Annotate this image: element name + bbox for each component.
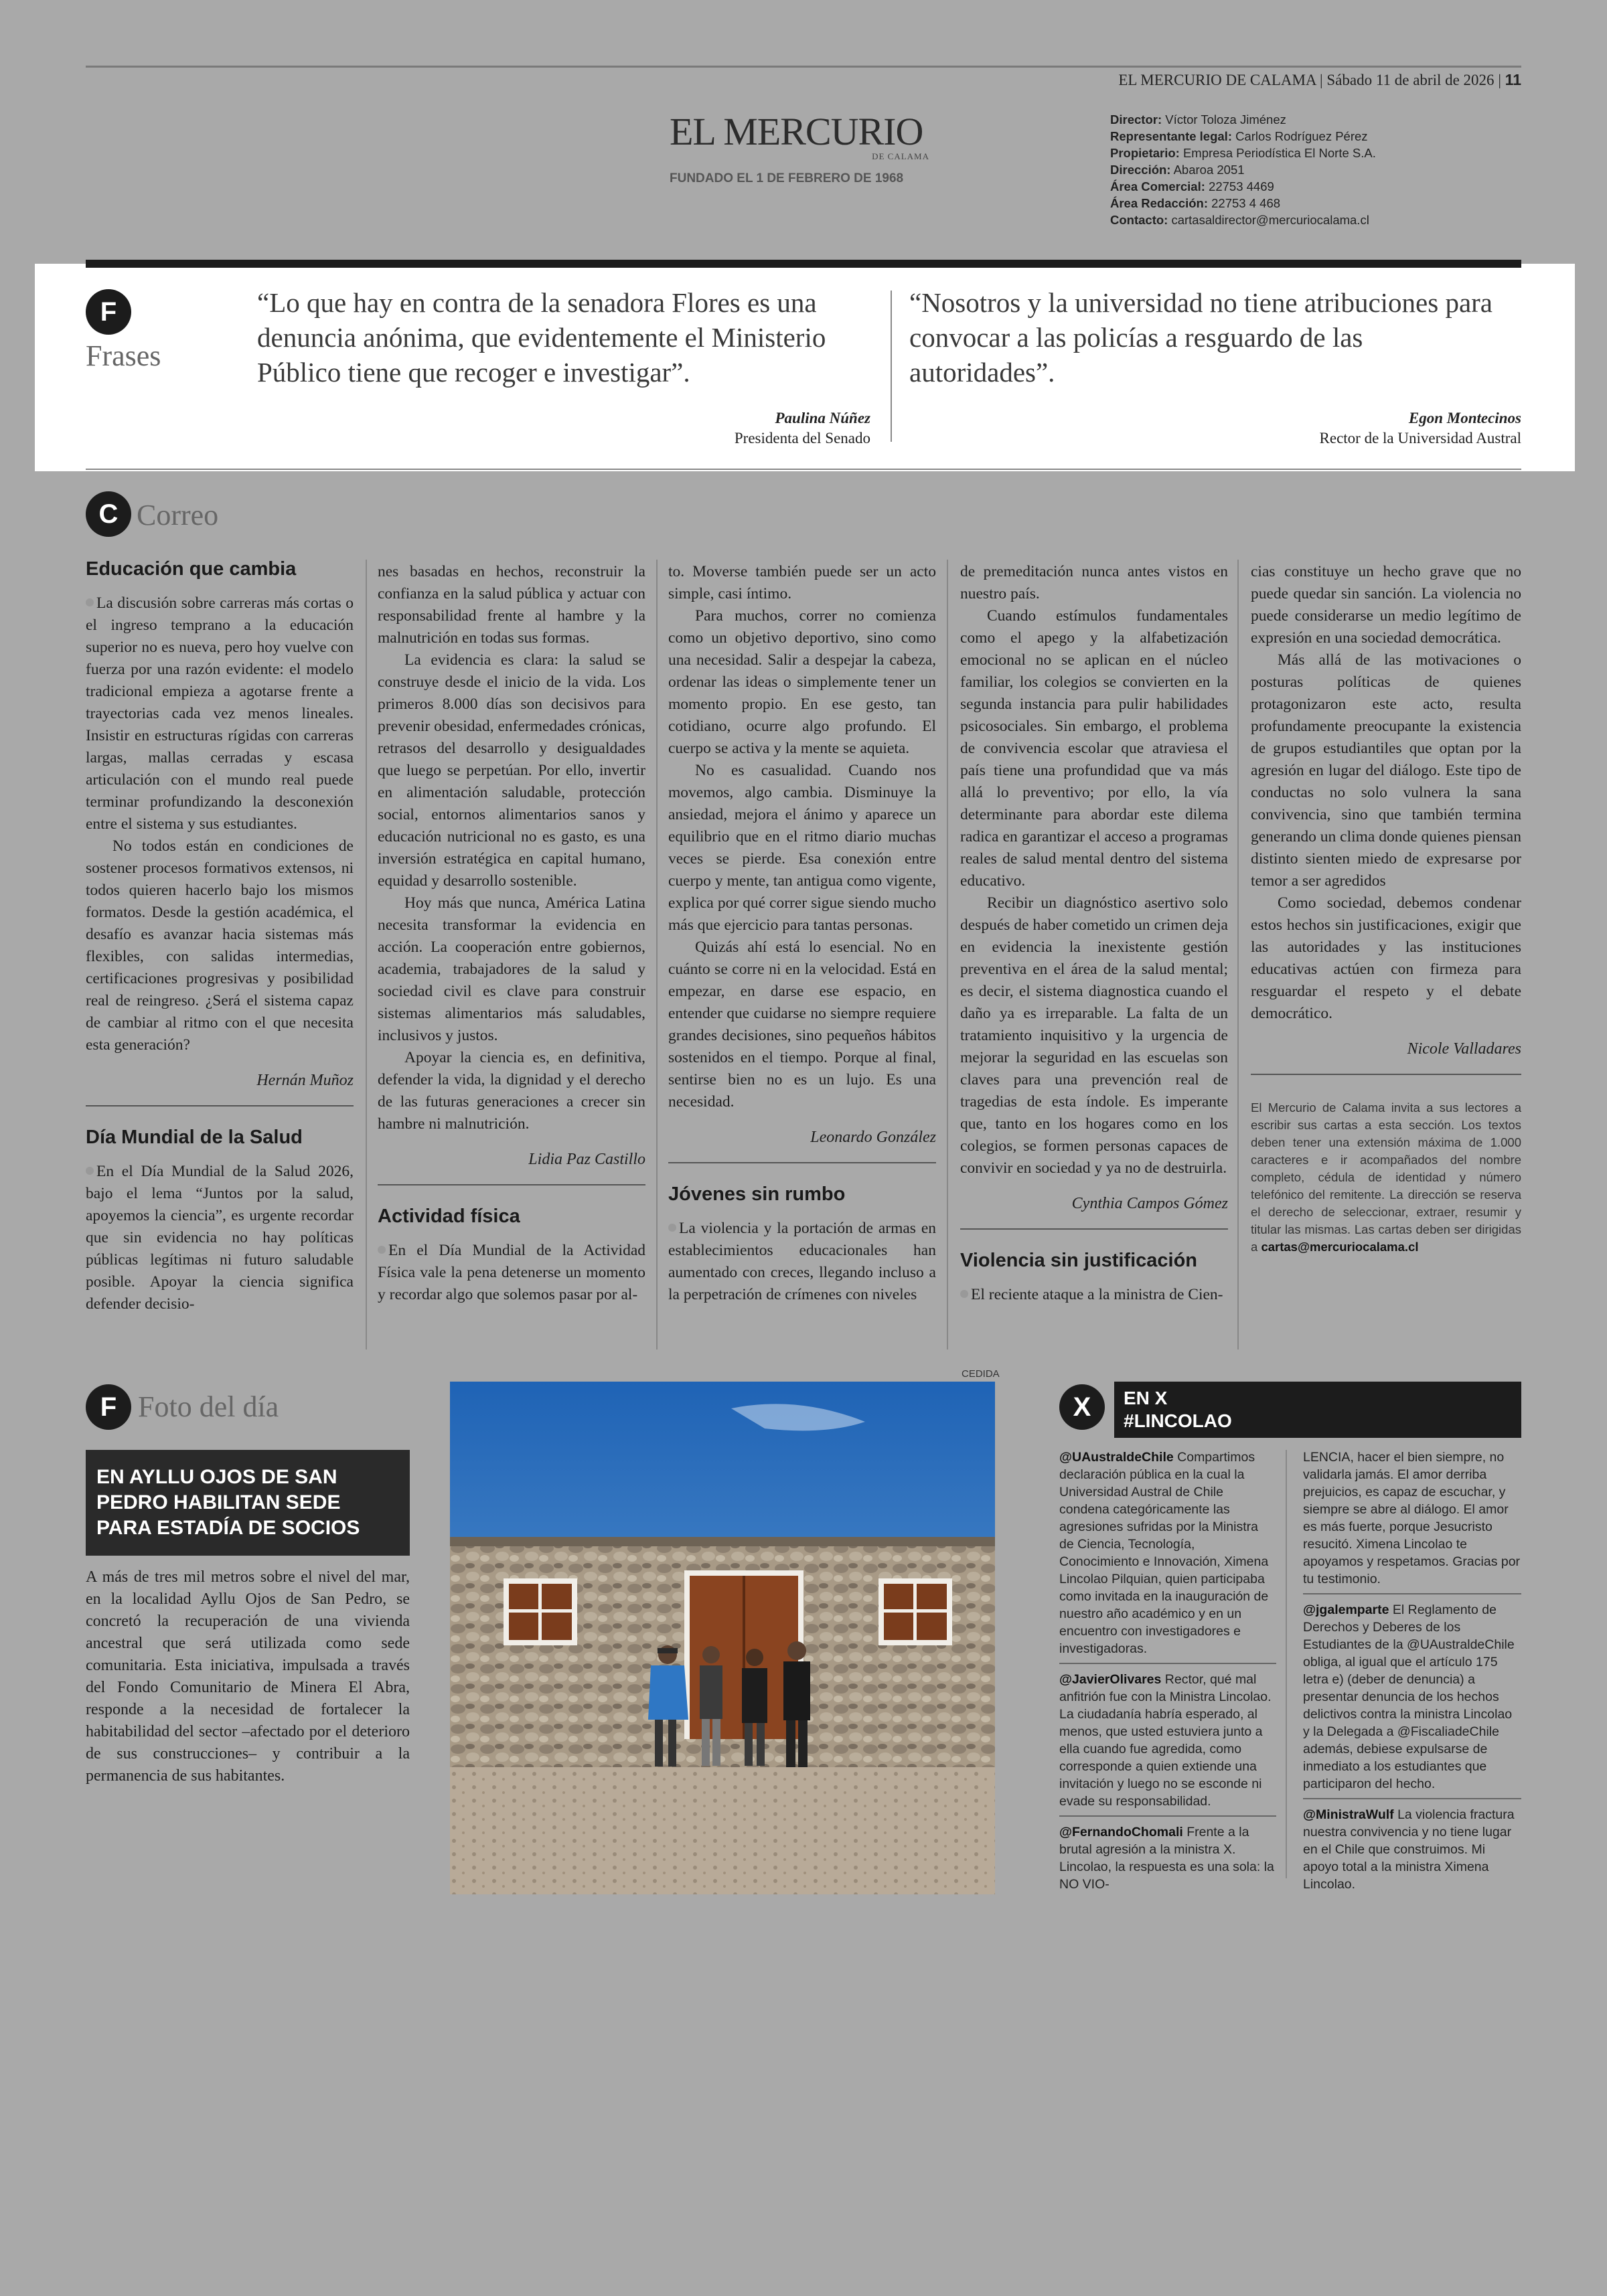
- correo-column-1: [86, 558, 354, 1315]
- x-section-header: [1114, 1382, 1521, 1438]
- top-rule: [86, 66, 1521, 68]
- letter-separator: [960, 1228, 1228, 1230]
- letter-paragraph: Recibir un diagnóstico asertivo solo después de haber cometido un crimen deja en evidencia la inexistente gestión preventiva en el área de la salud mental; es decir, el sistema diagnostica cuando el daño ya es irreparable. La falta de un tratamiento inquisitivo y la urgencia de mejorar la seguridad en las escuelas son claves para una prevención real de tragedias de esta índole. Es imperante que, tanto en los hogares como en los colegios, se formen personas capaces de convivir en sociedad y ya no de destruirla.: [960, 894, 1228, 1177]
- letter-separator: [668, 1162, 936, 1163]
- letter-paragraph: Para muchos, correr no comienza como un objetivo deportivo, sino como una necesidad. Salir a despejar la cabeza, ordenar las ideas o simplemente tener un momento propio. En ese gesto, tan cotidiano, ocurre algo profundo. El cuerpo se activa y la mente se aquieta.: [668, 607, 936, 757]
- column-rule: [656, 560, 658, 1349]
- bullet-dot: [960, 1290, 968, 1298]
- x-post: @UAustraldeChile Compartimos declaración pública en la cual la Universidad Austral de Chile condena categóricamente las agresiones sufridas por la Ministra de Ciencia, Tecnología, Conocimiento e Innovación, Ximena Lincolao Pilquian, quien participaba como invitada en la inauguración de nuestro año académico y en un encuentro con investigadores e investigadoras.: [1059, 1449, 1276, 1664]
- logo-subtitle: DE CALAMA: [872, 151, 929, 161]
- x-posts-left: [1059, 1449, 1276, 1905]
- quote-divider: [891, 291, 892, 442]
- quote-2-text: “Nosotros y la universidad no tiene atribuciones para convocar a las policías a resguardo de las autoridades”.: [909, 287, 1493, 388]
- x-hashtag: #LINCOLAO: [1124, 1410, 1232, 1431]
- correo-title: Correo: [137, 499, 219, 531]
- letter-paragraph: Hoy más que nunca, América Latina necesita transformar la evidencia en acción. La cooperación entre gobiernos, academia, trabajadores de la salud y sociedad civil es clave para construir sistemas alimentarios más saludables, inclusivos y justos.: [378, 894, 645, 1044]
- staff-line: Propietario: Empresa Periodística El Norte S.A.: [1110, 146, 1376, 160]
- letter-separator: [86, 1105, 354, 1106]
- photo-credit: CEDIDA: [962, 1368, 1000, 1380]
- issue-date: Sábado 11 de abril de 2026: [1326, 72, 1495, 88]
- letter-paragraph: La violencia y la portación de armas en establecimientos educacionales han aumentado con creces, llegando incluso a la perpetración de crímenes con niveles: [668, 1220, 936, 1303]
- staff-line: Representante legal: Carlos Rodríguez Pérez: [1110, 129, 1368, 143]
- x-posts-right: [1303, 1449, 1521, 1905]
- letter-heading: Actividad física: [378, 1206, 520, 1227]
- x-handle[interactable]: @MinistraWulf: [1303, 1807, 1394, 1822]
- bullet-dot: [668, 1224, 676, 1232]
- photo-of-the-day: [450, 1382, 995, 1894]
- frases-bottom-rule: [86, 469, 1521, 470]
- column-rule: [1237, 560, 1239, 1349]
- x-handle[interactable]: @UAustraldeChile: [1059, 1450, 1174, 1465]
- letter-paragraph: Apoyar la ciencia es, en definitiva, defender la vida, la dignidad y el derecho de las futuras generaciones a crecer sin hambre ni malnutrición.: [378, 1049, 645, 1133]
- letter-heading: Jóvenes sin rumbo: [668, 1183, 846, 1205]
- x-handle[interactable]: @JavierOlivares: [1059, 1672, 1162, 1687]
- letter-paragraph: Quizás ahí está lo esencial. No en cuánto se corre ni en la velocidad. Está en empezar, en darse ese espacio, en entender que cuidarse no siempre requiere grandes decisiones, sino pequeños hábitos sostenidos en el tiempo. Porque al final, sentirse bien no es un lujo. Es una necesidad.: [668, 938, 936, 1111]
- letter-separator: [1251, 1074, 1521, 1075]
- letter-paragraph: Cuando estímulos fundamentales como el apego y la alfabetización emocional no se aplican en el núcleo familiar, los colegios se convierten en la segunda instancia para pulir habilidades psicosociales. Sin embargo, el problema de convivencia escolar que atraviesa el país tiene una profundidad que va más allá lo preventivo; por ello, la vía determinante para abordar este dilema radica en garantizar el acceso a programas reales de salud mental dentro del sistema educativo.: [960, 607, 1228, 890]
- letter-paragraph: En el Día Mundial de la Salud 2026, bajo el lema “Juntos por la salud, apoyemos la ciencia”, es urgente recordar que sin evidencia no hay políticas públicas legítimas ni futuro saludable posible. Apoyar la ciencia significa defender decisio-: [86, 1163, 354, 1313]
- letter-paragraph: La evidencia es clara: la salud se construye desde el inicio de la vida. Los primeros 8.000 días son decisivos para prevenir obesidad, enfermedades crónicas, retrasos del desarrollo y desigualdades que luego se perpetúan. Por ello, invertir en alimentación saludable, protección social, entornos alimentarios sanos y educación nutricional no es gasto, es una inversión estratégica en capital humano, equidad y desarrollo sostenible.: [378, 651, 645, 890]
- x-column-rule: [1286, 1450, 1287, 1878]
- letter-paragraph: El reciente ataque a la ministra de Cien-: [960, 1284, 1228, 1306]
- staff-line: Área Comercial: 22753 4469: [1110, 179, 1274, 193]
- quote-2-author: Egon Montecinos: [1408, 410, 1521, 426]
- staff-box: [1110, 111, 1376, 228]
- column-rule: [366, 560, 367, 1349]
- letter-paragraph: de premeditación nunca antes vistos en nuestro país.: [960, 563, 1228, 602]
- staff-line: Dirección: Abaroa 2051: [1110, 163, 1245, 177]
- quote-1-role: Presidenta del Senado: [734, 430, 870, 446]
- x-post: LENCIA, hacer el bien siempre, no validarla jamás. El amor derriba prejuicios, es capaz de escuchar, y siempre se abre al diálogo. El amor es más fuerte, porque Jesucristo resucitó. Ximena Lincolao te apoyamos y respetamos. Gracias por tu testimonio.: [1303, 1449, 1521, 1594]
- letter-signature: Lidia Paz Castillo: [528, 1151, 645, 1168]
- letter-paragraph: nes basadas en hechos, reconstruir la confianza en la salud pública y actuar con responsabilidad frente al hambre y la malnutrición en todas sus formas.: [378, 563, 645, 647]
- letter-signature: Leonardo González: [810, 1129, 936, 1146]
- letter-signature: Nicole Valladares: [1407, 1040, 1521, 1058]
- letter-heading: Violencia sin justificación: [960, 1250, 1198, 1271]
- submission-note: El Mercurio de Calama invita a sus lectores a escribir sus cartas a esta sección. Los textos deben tener una extensión máxima de 1.000 caracteres e ir acompañados del nombre completo, cédula de identidad y número telefónico del remitente. La dirección se reserva el derecho de seleccionar, extraer, resumir y titular las mismas. Las cartas deben ser dirigidas a cartas@mercuriocalama.cl: [1251, 1100, 1521, 1254]
- quote-1-author: Paulina Núñez: [775, 410, 870, 426]
- frases-title: Frases: [86, 339, 161, 372]
- correo-badge: C: [86, 491, 131, 537]
- x-post: @MinistraWulf La violencia fractura nuestra convivencia y no tiene lugar en el Chile que construimos. Mi apoyo total a la ministra Ximena Lincolao.: [1303, 1807, 1515, 1892]
- founded-line: FUNDADO EL 1 DE FEBRERO DE 1968: [670, 171, 904, 185]
- bullet-dot: [378, 1246, 386, 1254]
- running-head: EL MERCURIO DE CALAMA | Sábado 11 de abril de 2026 | 11: [1118, 71, 1521, 88]
- letter-paragraph: No todos están en condiciones de sostener procesos formativos extensos, ni todos quieren hacerlo bajo los mismos formatos. Desde la gestión académica, el desafío es avanzar hacia sistemas más flexibles, con salidas intermedias, certificaciones progresivas y posibilidad real de reingreso. ¿Será el sistema capaz de cambiar al ritmo con el que necesita esta generación?: [86, 837, 354, 1054]
- staff-line: Director: Víctor Toloza Jiménez: [1110, 112, 1286, 127]
- letter-paragraph: to. Moverse también puede ser un acto simple, casi íntimo.: [668, 563, 936, 602]
- bullet-dot: [86, 1167, 94, 1175]
- foto-title: Foto del día: [138, 1390, 279, 1423]
- frases-badge: F: [86, 289, 131, 335]
- foto-caption: A más de tres mil metros sobre el nivel del mar, en la localidad Ayllu Ojos de San Pedro, se concretó la recuperación de una vivienda ancestral que será utilizada como sede comunitaria. Esta iniciativa, impulsada a través del Fondo Comunitario de Minera El Abra, responde a la necesidad de fortalecer la habitabilidad del sector –afectado por el deterioro de sus construcciones– y contribuir a la permanencia de sus habitantes.: [86, 1568, 410, 1785]
- x-post: @FernandoChomali Frente a la brutal agresión a la ministra X. Lincolao, la respuesta es una sola: la NO VIO-: [1059, 1825, 1274, 1892]
- x-post: @JavierOlivares Rector, qué mal anfitrión fue con la Ministra Lincolao. La ciudadanía habría esperado, al menos, que usted estuviera junto a ella cuando fue agredida, como corresponde a quien extiende una invitación y luego no se esconde ni evade su responsabilidad.: [1059, 1671, 1276, 1817]
- correo-column-4: [960, 561, 1228, 1306]
- section-heavy-rule: [86, 260, 1521, 268]
- quote-2-role: Rector de la Universidad Austral: [1319, 430, 1521, 446]
- logo-text: EL MERCURIO: [670, 110, 923, 153]
- letter-paragraph: La discusión sobre carreras más cortas o el ingreso temprano a la educación superior no es nueva, pero hoy vuelve con fuerza por una razón evidente: el modelo tradicional empieza a agotarse frente a trayectorias cada vez menos lineales. Insistir en estructuras rígidas con carreras largas, mallas cerradas y escasa articulación con el mundo real puede terminar profundizando la desconexión entre el sistema y sus estudiantes.: [86, 594, 354, 833]
- letter-paragraph: No es casualidad. Cuando nos movemos, algo cambia. Disminuye la ansiedad, mejora el ánimo y aparece un equilibrio que en el ritmo diario muchas veces se pierde. Esa conexión entre cuerpo y mente, tan antigua como vigente, explica por qué correr sigue siendo mucho más que ejercicio para tantas personas.: [668, 762, 936, 934]
- letter-separator: [378, 1184, 645, 1185]
- foto-badge: F: [86, 1384, 131, 1430]
- x-badge: X: [1059, 1384, 1105, 1430]
- column-rule: [947, 560, 948, 1349]
- photo-illustration: [450, 1382, 995, 1894]
- x-title-line: EN X: [1124, 1388, 1168, 1408]
- masthead-logo: [670, 112, 937, 186]
- paper-name: EL MERCURIO DE CALAMA: [1118, 72, 1316, 88]
- letter-paragraph: Como sociedad, debemos condenar estos hechos sin justificaciones, exigir que las autoridades y las instituciones educativas actúen con firmeza para resguardar el respeto y el debate democrático.: [1251, 894, 1521, 1022]
- quote-1-text: “Lo que hay en contra de la senadora Flores es una denuncia anónima, que evidentemente el Ministerio Público tiene que recoger e investigar”.: [257, 287, 826, 388]
- letter-paragraph: Más allá de las motivaciones o posturas políticas de quienes protagonizaron este acto, resulta profundamente preocupante la existencia de grupos estudiantiles que optan por la agresión en lugar del diálogo. Este tipo de conductas no solo vulnera la sana convivencia, sino que también termina generando un clima donde quienes piensan distinto sienten miedo de expresarse por temor a ser agredidos: [1251, 651, 1521, 890]
- page-number: 11: [1505, 71, 1521, 88]
- letter-paragraph: En el Día Mundial de la Actividad Física vale la pena detenerse un momento y recordar algo que solemos pasar por al-: [378, 1242, 645, 1303]
- bullet-dot: [86, 598, 94, 606]
- letter-signature: Cynthia Campos Gómez: [1071, 1195, 1228, 1212]
- letters-email[interactable]: cartas@mercuriocalama.cl: [1261, 1240, 1419, 1254]
- x-handle[interactable]: @jgalemparte: [1303, 1603, 1389, 1617]
- correo-column-3: [668, 561, 936, 1306]
- x-post: @jgalemparte El Reglamento de Derechos y Deberes de los Estudiantes de la @UAustraldeChile obliga, al igual que el artículo 175 letra e) (deber de denuncia) a presentar denuncia de los hechos delictivos contra la ministra Lincolao y la Delegada a @FiscaliadeChile además, debiese expulsarse de inmediato a los estudiantes que participaron del hecho.: [1303, 1601, 1521, 1799]
- staff-line: Contacto: cartasaldirector@mercuriocalama.cl: [1110, 213, 1369, 227]
- correo-column-2: [378, 561, 645, 1306]
- letter-paragraph: cias constituye un hecho grave que no puede quedar sin sanción. La violencia no puede considerarse un medio legítimo de expresión en una sociedad democrática.: [1251, 563, 1521, 647]
- letter-heading: Educación que cambia: [86, 558, 297, 580]
- letter-heading: Día Mundial de la Salud: [86, 1127, 303, 1148]
- letter-signature: Hernán Muñoz: [256, 1072, 354, 1089]
- contact-email[interactable]: cartasaldirector@mercuriocalama.cl: [1171, 213, 1369, 227]
- staff-line: Área Redacción: 22753 4 468: [1110, 196, 1281, 210]
- foto-headline: EN AYLLU OJOS DE SAN PEDRO HABILITAN SEDE PARA ESTADÍA DE SOCIOS: [86, 1450, 410, 1556]
- x-handle[interactable]: @FernandoChomali: [1059, 1825, 1183, 1839]
- correo-column-5: [1251, 561, 1521, 1256]
